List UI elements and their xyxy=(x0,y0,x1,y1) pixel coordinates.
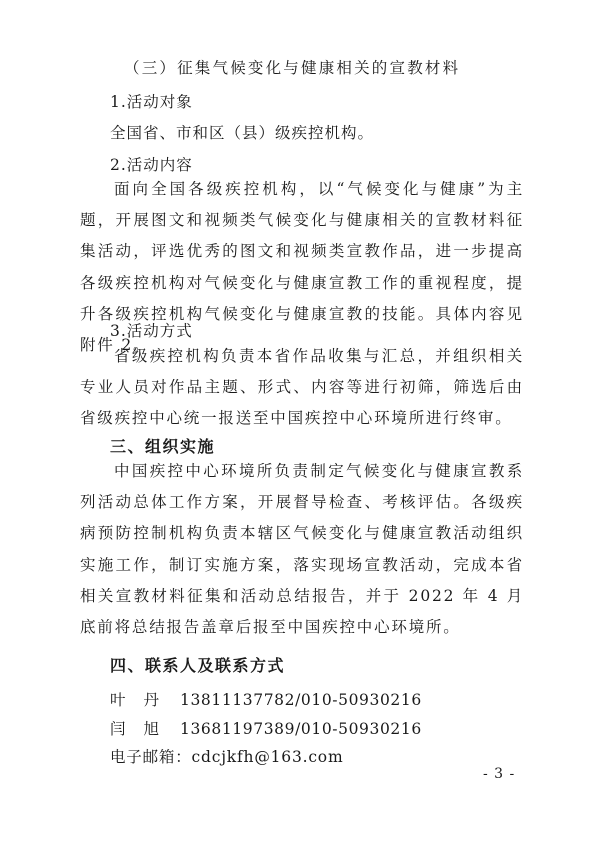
subsection-title: （三）征集气候变化与健康相关的宣教材料 xyxy=(124,59,461,77)
contact-phone: 13681197389/010-50930216 xyxy=(180,720,422,738)
contact-name: 闫旭 xyxy=(110,720,178,738)
item-1-heading: 1.活动对象 xyxy=(110,93,193,111)
item-2-paragraph: 面向全国各级疾控机构，以“气候变化与健康”为主题，开展图文和视频类气候变化与健康相关的宣教材料征集活动，评选优秀的图文和视频类宣教作品，进一步提高各级疾控机构对气候变化与健康宣教工作的重视程度，提升各级疾控机构气候变化与健康宣教的技能。具体内容见附件 2。 xyxy=(80,180,524,355)
contact-row xyxy=(110,688,422,710)
item-3-paragraph: 省级疾控机构负责本省作品收集与汇总，并组织相关专业人员对作品主题、形式、内容等进行初筛，筛选后由省级疾控中心统一报送至中国疾控中心环境所进行终审。 xyxy=(80,347,524,428)
email-address: cdcjkfh@163.com xyxy=(191,748,344,766)
email-row xyxy=(110,745,343,767)
section-4-title: 四、联系人及联系方式 xyxy=(110,656,286,675)
page-number: - 3 - xyxy=(483,766,516,782)
item-1-text: 全国省、市和区（县）级疾控机构。 xyxy=(110,124,375,142)
contact-phone: 13811137782/010-50930216 xyxy=(180,691,422,709)
contact-row xyxy=(110,717,422,739)
section-3-paragraph: 中国疾控中心环境所负责制定气候变化与健康宣教系列活动总体工作方案，开展督导检查、考核评估。各级疾病预防控制机构负责本辖区气候变化与健康宣教活动组织实施工作，制订实施方案，落实现场宣教活动，完成本省相关宣教材料征集和活动总结报告，并于 2022 年 4 月底前将总结报告盖章后报至中国疾控中心环境所。 xyxy=(80,462,524,637)
item-2-heading: 2.活动内容 xyxy=(110,156,193,174)
contact-name: 叶丹 xyxy=(110,691,178,709)
email-label: 电子邮箱： xyxy=(110,748,192,766)
section-3-title: 三、组织实施 xyxy=(110,437,216,456)
item-3-heading: 3.活动方式 xyxy=(110,322,193,340)
